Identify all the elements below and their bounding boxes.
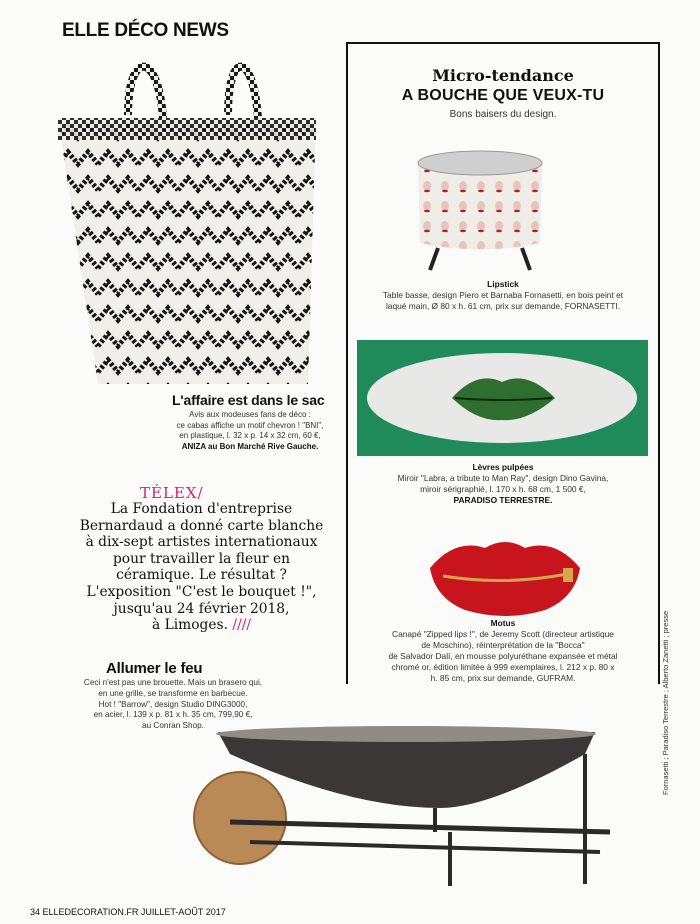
caption-line: Table basse, design Piero et Barnaba Fornasetti, en bois peint et: [382, 290, 624, 300]
telex-label: TÉLEX/: [140, 484, 204, 502]
sidebar-title: Micro-tendance: [432, 66, 574, 85]
bag-heading: L'affaire est dans le sac: [172, 392, 325, 408]
motus-caption: [346, 618, 660, 684]
telex-slashes: ////: [232, 617, 252, 634]
caption-line: h. 85 cm, prix sur demande, GUFRAM.: [430, 673, 576, 683]
tote-bag-image: [58, 40, 318, 390]
telex-line: [60, 617, 343, 634]
bag-caption: [150, 410, 350, 452]
telex-line: céramique. Le résultat ?: [116, 567, 287, 584]
telex-last-line: à Limoges.: [151, 617, 229, 634]
telex-line: La Fondation d'entreprise: [110, 501, 293, 517]
caption-line: en acier, l. 139 x p. 81 x h. 35 cm, 799,90 €,: [93, 710, 253, 720]
rubric-title: ELLE DÉCO NEWS: [62, 20, 229, 41]
telex-line: Bernardaud a donné carte blanche: [79, 517, 324, 534]
caption-line: chromé or, édition limitée à 999 exemplaires, l. 212 x p. 80 x: [391, 662, 615, 672]
telex-line: à dix-sept artistes internationaux: [85, 534, 318, 551]
caption-line: Canapé "Zipped lips !", de Jeremy Scott (directeur artistique: [392, 629, 614, 639]
lipstick-table-image: [400, 138, 560, 278]
caption-line: de Salvador Dalí, en mousse polyuréthane expansée et métal: [388, 651, 618, 661]
caption-line: laqué main, Ø 80 x h. 61 cm, prix sur demande, FORNASETTI.: [385, 301, 621, 311]
lips-mirror-image: [357, 340, 648, 456]
caption-line: Miroir "Labra, a tribute to Man Ray", design Dino Gavina,: [397, 473, 609, 483]
caption-line: au Conran Shop.: [142, 721, 204, 731]
sidebar-subtitle: A BOUCHE QUE VEUX-TU: [401, 87, 605, 104]
barrow-brazier-image: [190, 722, 630, 892]
caption-line: Avis aux modeuses fans de déco :: [189, 410, 311, 419]
caption-line: en une grille, se transforme en barbecue.: [98, 688, 248, 698]
caption-line: Hot ! "Barrow", design Studio DING3000,: [98, 699, 248, 709]
fire-heading: Allumer le feu: [106, 660, 203, 677]
telex-line: L'exposition "C'est le bouquet !",: [86, 583, 317, 600]
caption-line: ce cabas affiche un motif chevron ! "BNI",: [176, 420, 324, 430]
telex-line: jusqu'au 24 février 2018,: [113, 600, 290, 617]
lips-sofa-image: [425, 528, 585, 624]
caption-line: ANIZA au Bon Marché Rive Gauche.: [181, 441, 319, 451]
caption-line: de Moschino), réinterprétation de la "Bocca": [421, 640, 585, 650]
lipstick-name: Lipstick: [487, 279, 519, 289]
caption-line: en plastique, l. 32 x p. 14 x 32 cm, 60 €,: [179, 431, 321, 441]
levres-name: Lèvres pulpées: [472, 462, 534, 472]
telex-text: [60, 501, 343, 634]
motus-name: Motus: [490, 618, 516, 628]
levres-caption: [346, 462, 660, 506]
photo-credits: Fornasetti ; Paradiso Terrestre ; Alberto Zanetti ; presse: [661, 610, 670, 795]
caption-line: miroir sérigraphié, l. 170 x h. 68 cm, 1 500 €,: [420, 484, 586, 494]
caption-line: Ceci n'est pas une brouette. Mais un brasero qui,: [83, 678, 263, 687]
telex-line: pour travailler la fleur en: [112, 550, 291, 567]
lipstick-caption: [346, 279, 660, 312]
page-footer: 34 ELLEDECORATION.FR JUILLET-AOÛT 2017: [30, 907, 226, 917]
sidebar-intro: Bons baisers du design.: [449, 109, 557, 120]
caption-line: PARADISO TERRESTRE.: [453, 495, 553, 505]
